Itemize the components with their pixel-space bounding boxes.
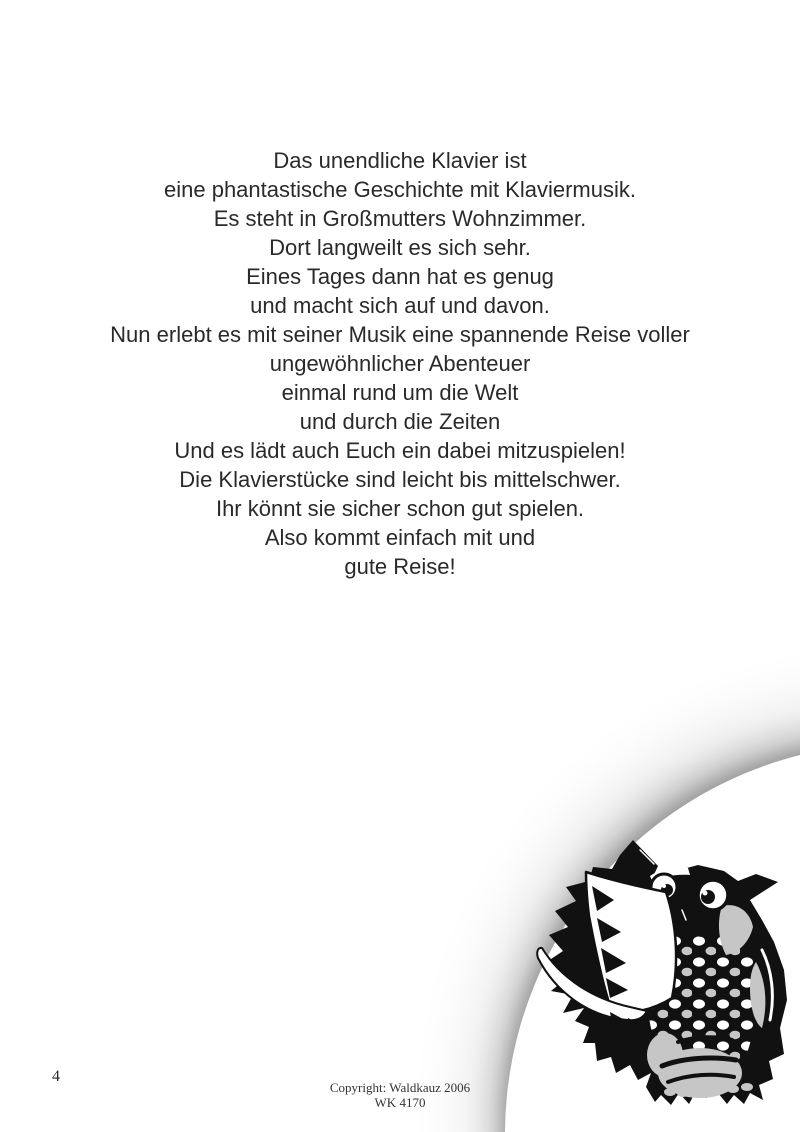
- intro-line: ungewöhnlicher Abenteuer: [269, 351, 531, 376]
- intro-line: Das unendliche Klavier ist: [273, 148, 527, 173]
- intro-line: Es steht in Großmutters Wohnzimmer.: [213, 206, 587, 231]
- intro-line: eine phantastische Geschichte mit Klaviermusik.: [164, 177, 636, 202]
- intro-line: Die Klavierstücke sind leicht bis mittelschwer.: [179, 467, 621, 492]
- intro-line: Also kommt einfach mit und: [264, 525, 536, 550]
- intro-text-block: [0, 146, 800, 581]
- intro-line: Eines Tages dann hat es genug: [246, 264, 554, 289]
- copyright-line-2: WK 4170: [374, 1094, 426, 1110]
- intro-line: und durch die Zeiten: [299, 409, 501, 434]
- intro-line: und macht sich auf und davon.: [250, 293, 550, 318]
- intro-line: einmal rund um die Welt: [281, 380, 519, 405]
- copyright-line-1: Copyright: Waldkauz 2006: [329, 1080, 471, 1095]
- intro-line: Dort langweilt es sich sehr.: [269, 235, 531, 260]
- intro-line: Ihr könnt sie sicher schon gut spielen.: [215, 496, 585, 521]
- copyright-block: [250, 1081, 550, 1110]
- intro-line: gute Reise!: [344, 554, 456, 579]
- intro-line: Nun erlebt es mit seiner Musik eine spannende Reise voller: [110, 322, 690, 347]
- intro-line: Und es lädt auch Euch ein dabei mitzuspielen!: [174, 438, 626, 463]
- page-number: 4: [52, 1068, 60, 1085]
